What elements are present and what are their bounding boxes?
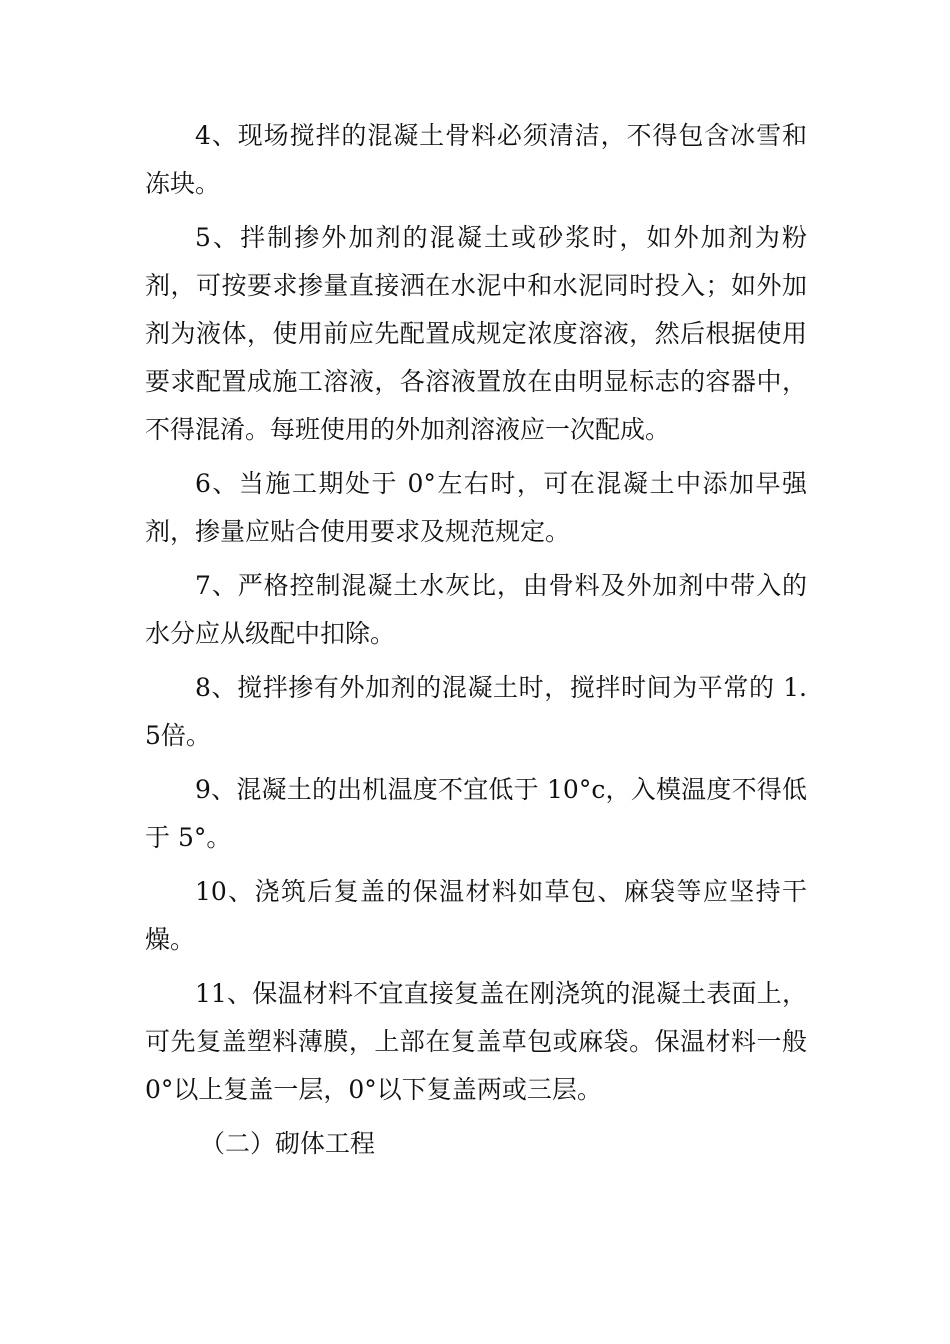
paragraph-item-5: 5、拌制掺外加剂的混凝土或砂浆时，如外加剂为粉剂，可按要求掺量直接洒在水泥中和水泥同时投入；如外加剂为液体，使用前应先配置成规定浓度溶液，然后根据使用要求配置成施工溶液，各溶液置放在由明显标志的容器中，不得混淆。每班使用的外加剂溶液应一次配成。 [145, 223, 807, 444]
document-body [145, 112, 807, 1174]
paragraph-item-8: 8、搅拌掺有外加剂的混凝土时，搅拌时间为平常的 1.5倍。 [145, 673, 807, 750]
paragraph-item-11: 11、保温材料不宜直接复盖在刚浇筑的混凝土表面上，可先复盖塑料薄膜，上部在复盖草包或麻袋。保温材料一般0°以上复盖一层，0°以下复盖两或三层。 [145, 979, 807, 1104]
paragraph-item-4: 4、现场搅拌的混凝土骨料必须清洁，不得包含冰雪和冻块。 [145, 121, 807, 198]
paragraph-item-10: 10、浇筑后复盖的保温材料如草包、麻袋等应坚持干燥。 [145, 877, 807, 954]
section-heading: （二）砌体工程 [200, 1129, 376, 1158]
paragraph-item-7: 7、严格控制混凝土水灰比，由骨料及外加剂中带入的水分应从级配中扣除。 [145, 571, 807, 648]
paragraph-item-9: 9、混凝土的出机温度不宜低于 10°c，入模温度不得低于 5°。 [145, 775, 807, 852]
paragraph-item-6: 6、当施工期处于 0°左右时，可在混凝土中添加早强剂，掺量应贴合使用要求及规范规定。 [145, 469, 807, 546]
